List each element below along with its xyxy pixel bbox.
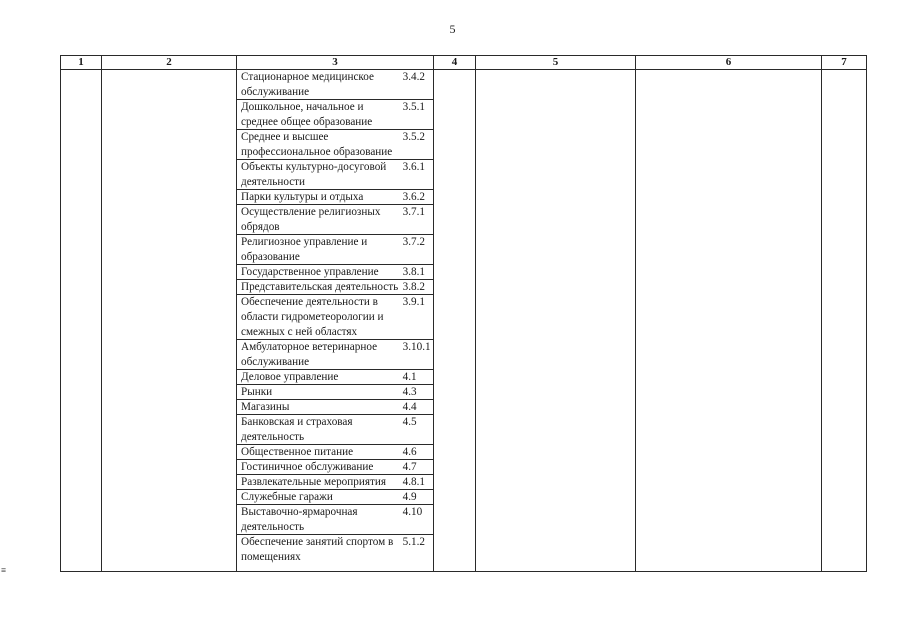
- land-use-name: Деловое управление: [241, 371, 339, 383]
- land-use-name: Осуществление религиозных обрядов: [241, 206, 381, 233]
- table-row: [237, 505, 434, 535]
- land-use-name: Амбулаторное ветеринарное обслуживание: [241, 341, 378, 368]
- header-cell-3: 3: [332, 56, 338, 68]
- land-use-code: 3.7.2: [402, 236, 426, 248]
- land-use-code: 4.4: [402, 401, 417, 413]
- table-row: [237, 130, 434, 160]
- header-cell-6: 6: [725, 56, 732, 68]
- land-use-name: Стационарное медицинское обслуживание: [241, 71, 374, 98]
- land-use-code: 4.9: [402, 491, 417, 503]
- land-use-code: 4.3: [402, 386, 417, 398]
- land-use-name: Обеспечение занятий спортом в помещениях: [241, 536, 394, 563]
- table-row: [237, 205, 434, 235]
- table-row: [237, 370, 434, 385]
- table-row: [237, 70, 434, 100]
- land-use-name: Выставочно-ярмарочная деятельность: [241, 506, 358, 533]
- land-use-name: Гостиничное обслуживание: [241, 461, 374, 473]
- column-divider: [101, 56, 102, 571]
- land-use-code: 3.4.2: [402, 71, 426, 83]
- table-row: [237, 460, 434, 475]
- table-row: [237, 235, 434, 265]
- land-use-name: Объекты культурно-досуговой деятельности: [241, 161, 387, 188]
- land-use-name: Обеспечение деятельности в области гидрометеорологии и смежных с ней областях: [241, 296, 384, 338]
- table-row: [237, 295, 434, 340]
- land-use-name: Представительская деятельность: [241, 281, 399, 293]
- column-divider: [475, 56, 476, 571]
- land-use-code: 4.8.1: [402, 476, 426, 488]
- land-use-code: 3.8.2: [402, 281, 426, 293]
- table-frame: [60, 55, 867, 572]
- table-row: [237, 280, 434, 295]
- table-row: [237, 445, 434, 460]
- table-row: [237, 265, 434, 280]
- header-cell-1: 1: [78, 56, 84, 68]
- column-divider: [635, 56, 636, 571]
- land-use-code: 3.5.2: [402, 131, 426, 143]
- land-use-name: Среднее и высшее профессиональное образование: [241, 131, 393, 158]
- land-use-list: [237, 70, 434, 565]
- land-use-name: Банковская и страховая деятельность: [241, 416, 353, 443]
- table-row: [237, 340, 434, 370]
- land-use-name: Рынки: [241, 386, 273, 398]
- land-use-code: 3.5.1: [402, 101, 426, 113]
- land-use-code: 4.10: [402, 506, 423, 518]
- table-row: [237, 100, 434, 130]
- land-use-name: Служебные гаражи: [241, 491, 333, 503]
- header-cell-5: 5: [552, 56, 559, 68]
- table-row: [237, 490, 434, 505]
- land-use-name: Дошкольное, начальное и среднее общее образование: [241, 101, 373, 128]
- header-cell-4: 4: [451, 56, 458, 68]
- land-use-code: 3.8.1: [402, 266, 426, 278]
- table-row: [237, 160, 434, 190]
- land-use-name: Государственное управление: [241, 266, 379, 278]
- header-cell-7: 7: [841, 56, 847, 68]
- header-cell-2: 2: [166, 56, 172, 68]
- land-use-code: 4.5: [402, 416, 417, 428]
- land-use-code: 3.6.1: [402, 161, 426, 173]
- land-use-name: Парки культуры и отдыха: [241, 191, 364, 203]
- column-divider: [821, 56, 822, 571]
- header-divider: [61, 69, 866, 70]
- land-use-code: 5.1.2: [402, 536, 426, 548]
- header-row: [61, 56, 866, 69]
- land-use-name: Религиозное управление и образование: [241, 236, 368, 263]
- page-number: 5: [449, 22, 456, 36]
- table-row: [237, 385, 434, 400]
- margin-mark: ≡: [1, 565, 6, 575]
- table-row: [237, 475, 434, 490]
- land-use-code: 4.7: [402, 461, 417, 473]
- land-use-name: Магазины: [241, 401, 290, 413]
- land-use-code: 3.9.1: [402, 296, 426, 308]
- table-row: [237, 400, 434, 415]
- land-use-code: 3.10.1: [402, 341, 431, 353]
- land-use-code: 4.1: [402, 371, 417, 383]
- table-row: [237, 190, 434, 205]
- land-use-name: Общественное питание: [241, 446, 354, 458]
- land-use-name: Развлекательные мероприятия: [241, 476, 387, 488]
- land-use-code: 4.6: [402, 446, 417, 458]
- land-use-code: 3.6.2: [402, 191, 426, 203]
- table-row: [237, 535, 434, 565]
- table-row: [237, 415, 434, 445]
- land-use-code: 3.7.1: [402, 206, 426, 218]
